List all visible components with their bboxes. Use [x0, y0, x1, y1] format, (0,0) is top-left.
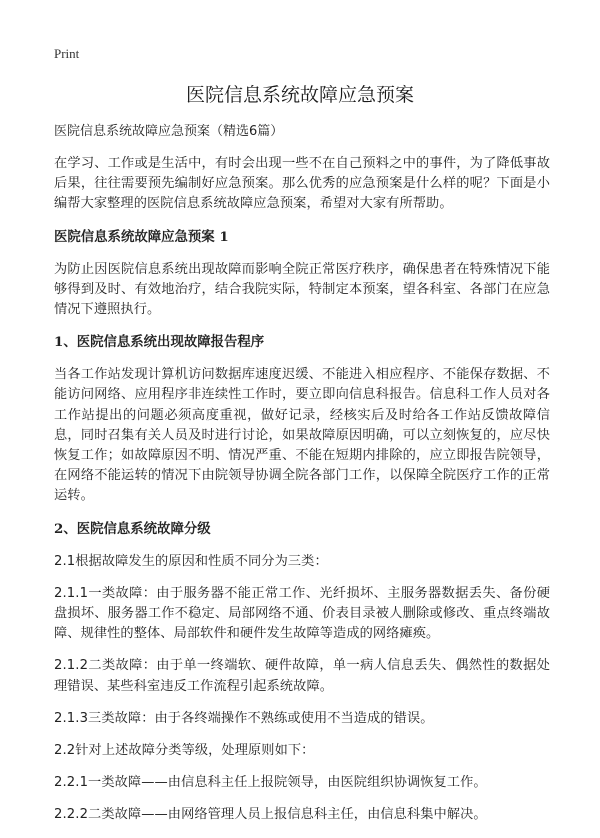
class-1-handling: 2.2.1一类故障——由信息科主任上报院领导，由医院组织协调恢复工作。	[54, 775, 487, 791]
intro-paragraph: 在学习、工作或是生活中，有时会出现一些不在自己预料之中的事件，为了降低事故后果，往往需要预先编制好应急预案。那么优秀的应急预案是什么样的呢？下面是小编帮大家整理的医院信息系统故障应急预案，希望对大家有所帮助。	[54, 156, 550, 212]
part-1-paragraph: 当各工作站发现计算机访问数据库速度迟缓、不能进入相应程序、不能保存数据、不能访问网络、应用程序非连续性工作时，要立即向信息科报告。信息科工作人员对各工作站提出的问题必须高度重视，做好记录，经核实后及时给各工作站反馈故障信息，同时召集有关人员及时进行讨论，如果故障原因明确，可以立刻恢复的，应尽快恢复工作；如故障原因不明、情况严重、不能在短期内排除的，应立即报告院领导，在网络不能运转的情况下由院领导协调全院各部门工作，以保障全院医疗工作的正常运转。	[54, 367, 550, 504]
part-2-heading: 2、医院信息系统故障分级	[54, 520, 211, 537]
class-1-fault: 2.1.1一类故障：由于服务器不能正常工作、光纤损坏、主服务器数据丢失、备份硬盘损坏、服务器工作不稳定、局部网络不通、价表目录被人删除或修改、重点终端故障、规律性的整体、局部软件和硬件发生故障等造成的网络瘫痪。	[54, 585, 550, 642]
page-title: 医院信息系统故障应急预案	[185, 84, 414, 106]
part-1-heading: 1、医院信息系统出现故障报告程序	[54, 334, 265, 351]
section-1-paragraph: 为防止因医院信息系统出现故障而影响全院正常医疗秩序，确保患者在特殊情况下能够得到及时、有效地治疗，结合我院实际，特制定本预案，望各科室、各部门在应急情况下遵照执行。	[54, 261, 550, 318]
section-1-heading: 医院信息系统故障应急预案 1	[54, 228, 229, 245]
class-2-handling: 2.2.2二类故障——由网络管理人员上报信息科主任，由信息科集中解决。	[54, 807, 487, 823]
class-2-fault: 2.1.2二类故障：由于单一终端软、硬件故障，单一病人信息丢失、偶然性的数据处理错误、某些科室违反工作流程引起系统故障。	[54, 658, 550, 694]
classification-intro: 2.1根据故障发生的原因和性质不同分为三类：	[54, 553, 328, 569]
handling-principle-intro: 2.2针对上述故障分类等级，处理原则如下：	[54, 743, 315, 759]
document-content	[54, 122, 550, 838]
class-3-fault: 2.1.3三类故障：由于各终端操作不熟练或使用不当造成的错误。	[54, 710, 434, 726]
document-subtitle: 医院信息系统故障应急预案（精选6篇）	[54, 124, 284, 139]
print-link[interactable]: Print	[54, 46, 80, 61]
